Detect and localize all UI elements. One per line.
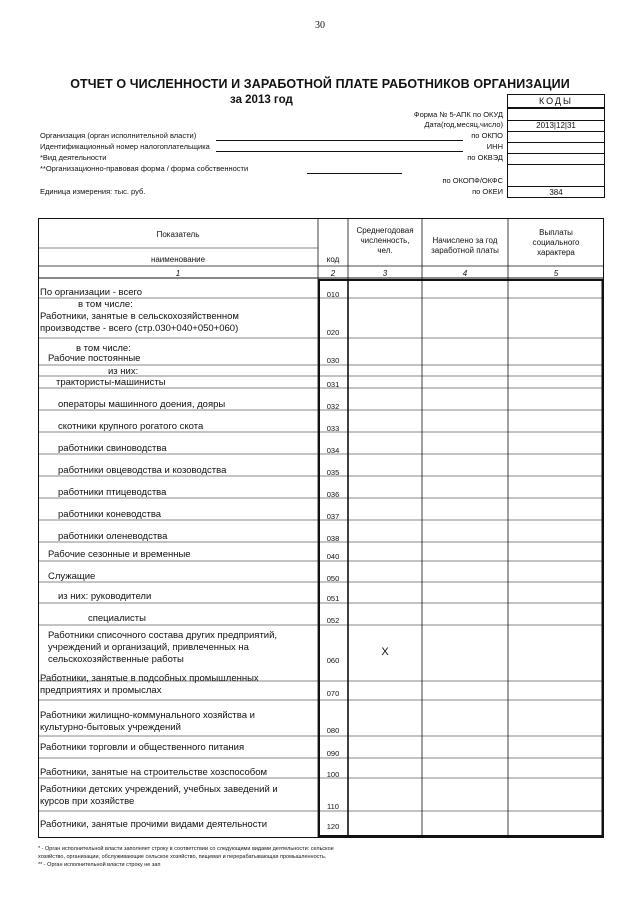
row-label-line: из них: руководители xyxy=(58,591,152,602)
report-title: ОТЧЕТ О ЧИСЛЕННОСТИ И ЗАРАБОТНОЙ ПЛАТЕ РАБОТНИКОВ ОРГАНИЗАЦИИ xyxy=(70,77,570,91)
row-code: 038 xyxy=(326,534,340,543)
date-label: Дата(год,месяц,число) xyxy=(424,120,503,129)
footnote-line: хозяйство, организации, обслуживающие сельское хозяйство, пищевая и перерабатывающая промышленность. xyxy=(38,854,327,860)
row-label-line: По организации - всего xyxy=(40,287,143,298)
header-col3-line: численность, xyxy=(360,236,410,245)
header-col5-line: Выплаты xyxy=(539,228,573,237)
col-number-1: 1 xyxy=(175,269,181,278)
row-label xyxy=(58,443,316,455)
row-code: 034 xyxy=(326,446,340,455)
row-label-line: Работники жилищно-коммунального хозяйства и xyxy=(40,710,255,721)
row-code: 120 xyxy=(326,822,340,831)
header-col4-line: заработной платы xyxy=(431,246,499,255)
row-code: 040 xyxy=(326,552,340,561)
row-label xyxy=(40,819,316,831)
inn-field-line[interactable] xyxy=(216,151,463,152)
col-number-5: 5 xyxy=(553,269,559,278)
header-code: код xyxy=(326,255,340,264)
inn-label: ИНН xyxy=(486,142,503,151)
header-indicator: Показатель xyxy=(156,230,200,239)
report-subtitle: за 2013 год xyxy=(230,94,293,106)
row-code: 090 xyxy=(326,749,340,758)
header-col3 xyxy=(348,226,422,256)
row-code: 110 xyxy=(327,802,339,811)
footnote-line: * - Орган исполнительной власти заполняет строку в соответствии со следующими видами деятельности: сельское xyxy=(38,846,334,852)
legal-form-field-line[interactable] xyxy=(307,173,402,174)
row-code: 031 xyxy=(326,380,340,389)
row-code: 080 xyxy=(326,726,340,735)
row-label xyxy=(88,613,316,625)
row-label-line: производстве - всего (стр.030+040+050+060) xyxy=(40,323,239,334)
row-code: 070 xyxy=(326,689,340,698)
row-label xyxy=(48,571,316,583)
row-label xyxy=(48,353,316,365)
code-cell-date: 2013|12|31 xyxy=(508,120,604,132)
row-code: 052 xyxy=(326,616,340,625)
row-code: 020 xyxy=(326,328,340,337)
row-label-line: Работники, занятые в подсобных промышленных xyxy=(40,673,259,684)
row-label-line: работники овцеводства и козоводства xyxy=(58,465,227,476)
header-col5 xyxy=(508,228,604,258)
row-label-line: Работники списочного состава других предприятий, xyxy=(48,630,278,641)
row-label-line: Работники торговли и общественного питания xyxy=(40,742,245,753)
row-label-line: скотники крупного рогатого скота xyxy=(58,421,204,432)
row-label-line: курсов при хозяйстве xyxy=(40,796,135,807)
row-label xyxy=(40,742,316,754)
row-code: 035 xyxy=(326,468,340,477)
row-code: 032 xyxy=(326,402,340,411)
row-label-line: учреждений и организаций, привлеченных на xyxy=(48,642,249,653)
row-code: 037 xyxy=(326,512,340,521)
row-label xyxy=(48,549,316,561)
row-col3-mark: X xyxy=(381,646,389,658)
row-label xyxy=(58,465,316,477)
activity-field-label: *Вид деятельности xyxy=(40,153,107,162)
inn-field-label: Идентификационный номер налогоплательщика xyxy=(40,142,210,151)
row-label xyxy=(58,531,316,543)
row-label-line: Служащие xyxy=(48,571,96,582)
col-number-2: 2 xyxy=(330,269,336,278)
row-label-line: в том числе: xyxy=(78,299,133,310)
header-col3-line: чел. xyxy=(377,246,393,255)
row-label-line: работники свиноводства xyxy=(58,443,167,454)
row-label-line: Работники, занятые прочими видами деятельности xyxy=(40,819,268,830)
row-label-line: Рабочие постоянные xyxy=(48,353,141,364)
form-label: Форма № 5-АПК по ОКУД xyxy=(413,110,503,119)
row-label xyxy=(58,399,316,411)
row-label xyxy=(40,710,316,734)
okei-label: по ОКЕИ xyxy=(472,187,503,196)
row-label-line: работники птицеводства xyxy=(58,487,167,498)
row-code: 030 xyxy=(326,356,340,365)
okpo-label: по ОКПО xyxy=(471,131,503,140)
legal-form-field-label: **Организационно-правовая форма / форма собственности xyxy=(40,164,249,173)
row-label xyxy=(40,784,316,808)
row-code: 060 xyxy=(326,656,340,665)
row-code: 050 xyxy=(326,574,340,583)
row-label xyxy=(40,311,316,335)
codes-box xyxy=(507,108,605,198)
row-label-line: трактористы-машинисты xyxy=(56,377,166,388)
code-cell-okei: 384 xyxy=(549,188,563,197)
header-name: наименование xyxy=(150,255,206,264)
row-label-line: культурно-бытовых учреждений xyxy=(40,722,181,733)
codes-header: КОДЫ xyxy=(507,94,605,108)
row-label xyxy=(58,509,316,521)
unit-label: Единица измерения: тыс. руб. xyxy=(40,187,146,196)
row-label-line: работники оленеводства xyxy=(58,531,168,542)
page-number: 30 xyxy=(315,20,325,31)
row-label xyxy=(48,630,316,666)
header-col4 xyxy=(422,236,508,256)
row-label-line: Работники, занятые в сельскохозяйственном xyxy=(40,311,239,322)
row-label-line: специалисты xyxy=(88,613,146,624)
footnotes xyxy=(38,845,598,869)
report-table xyxy=(38,218,604,838)
row-code: 033 xyxy=(326,424,340,433)
row-label xyxy=(58,487,316,499)
row-label xyxy=(40,767,316,779)
row-label-line: Рабочие сезонные и временные xyxy=(48,549,191,560)
row-code: 036 xyxy=(326,490,340,499)
header-col3-line: Среднегодовая xyxy=(356,226,414,235)
okopf-label: по ОКОПФ/ОКФС xyxy=(442,176,503,185)
row-label xyxy=(78,299,316,311)
code-cell-okopf xyxy=(508,164,604,187)
footnote-line: ** - Орган исполнительной власти строку не зап xyxy=(38,862,161,868)
row-label-line: в том числе: xyxy=(76,343,131,354)
row-code: 010 xyxy=(326,290,340,299)
row-label-line: сельскохозяйственные работы xyxy=(48,654,184,665)
row-label xyxy=(56,377,316,389)
row-label xyxy=(40,287,316,299)
row-label-line: работники коневодства xyxy=(58,509,162,520)
header-col5-line: характера xyxy=(537,248,575,257)
org-field-label: Организация (орган исполнительной власти) xyxy=(40,131,197,140)
row-label xyxy=(58,591,316,603)
row-label-line: Работники детских учреждений, учебных заведений и xyxy=(40,784,278,795)
col-number-4: 4 xyxy=(462,269,468,278)
header-col4-line: Начислено за год xyxy=(432,236,498,245)
row-code: 100 xyxy=(326,770,340,779)
row-label-line: из них: xyxy=(108,366,139,377)
row-label xyxy=(58,421,316,433)
row-label-line: операторы машинного доения, дояры xyxy=(58,399,226,410)
org-field-line[interactable] xyxy=(216,140,463,141)
row-label-line: Работники, занятые на строительстве хозспособом xyxy=(40,767,268,778)
row-label-line: предприятиях и промыслах xyxy=(40,685,162,696)
header-col5-line: социального xyxy=(532,238,580,247)
okved-label: по ОКВЭД xyxy=(467,153,503,162)
row-code: 051 xyxy=(326,594,340,603)
col-number-3: 3 xyxy=(382,269,388,278)
row-label xyxy=(40,673,316,697)
